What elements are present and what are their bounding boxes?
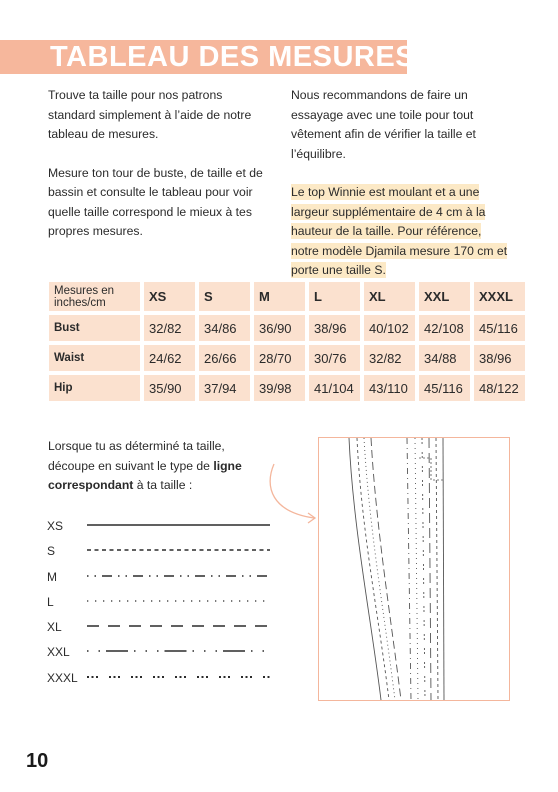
- cut-line-row: [47, 642, 287, 667]
- table-cell: 42/108: [419, 315, 470, 341]
- table-cell: 34/88: [419, 345, 470, 371]
- page-title: TABLEAU DES MESURES: [50, 41, 416, 73]
- dot-dash-long-line-icon: [87, 648, 277, 654]
- table-row: [49, 315, 525, 341]
- size-table: [45, 278, 529, 405]
- size-header: XL: [364, 282, 415, 311]
- table-cell: 35/90: [144, 375, 195, 401]
- size-header: XXXL: [474, 282, 525, 311]
- size-header: XS: [144, 282, 195, 311]
- highlighted-note: Le top Winnie est moulant et a une largeur supplémentaire de 4 cm à la hauteur de la taille. Pour référence, notre modèle Djamila mesure 170 cm et porte une taille S.: [291, 185, 508, 277]
- row-label: Hip: [49, 375, 140, 401]
- cut-line-label: XS: [47, 519, 64, 533]
- table-cell: 39/98: [254, 375, 305, 401]
- table-cell: 38/96: [474, 345, 525, 371]
- right-paragraph-2: [291, 183, 511, 281]
- table-cell: 24/62: [144, 345, 195, 371]
- table-cell: 36/90: [254, 315, 305, 341]
- cut-line-label: L: [47, 594, 54, 609]
- cut-line-row: [47, 567, 287, 592]
- size-header: L: [309, 282, 360, 311]
- size-table-header-label: Mesures en inches/cm: [49, 282, 140, 311]
- cut-line-intro: [48, 437, 268, 496]
- table-cell: 30/76: [309, 345, 360, 371]
- table-cell: 32/82: [364, 345, 415, 371]
- size-header: XXL: [419, 282, 470, 311]
- table-row: [49, 345, 525, 371]
- cut-line-row: [47, 592, 287, 617]
- dot-groups-line-icon: [87, 674, 277, 680]
- cut-line-label: XXL: [47, 645, 70, 660]
- table-cell: 37/94: [199, 375, 250, 401]
- dashed-line-icon: [87, 547, 277, 553]
- left-column: [48, 86, 270, 261]
- cut-line-label: S: [47, 544, 56, 559]
- size-header: M: [254, 282, 305, 311]
- dotted-line-icon: [87, 598, 277, 604]
- table-cell: 43/110: [364, 375, 415, 401]
- cut-line-label: XL: [47, 620, 62, 635]
- table-cell: 32/82: [144, 315, 195, 341]
- cut-line-row: [47, 617, 287, 642]
- table-cell: 45/116: [474, 315, 525, 341]
- cut-line-row: [47, 541, 287, 566]
- cut-line-legend: [47, 516, 287, 693]
- pattern-lines-icon: [319, 438, 509, 700]
- cut-line-row: [47, 516, 287, 541]
- cut-line-intro-end: à ta taille :: [133, 478, 193, 492]
- table-cell: 28/70: [254, 345, 305, 371]
- page-number: 10: [26, 750, 49, 772]
- row-label: Waist: [49, 345, 140, 371]
- size-table-header-row: [49, 282, 525, 311]
- table-cell: 38/96: [309, 315, 360, 341]
- table-cell: 26/66: [199, 345, 250, 371]
- curved-arrow-icon: [262, 462, 322, 527]
- table-cell: 45/116: [419, 375, 470, 401]
- left-paragraph-1: Trouve ta taille pour nos patrons standard simplement à l’aide de notre tableau de mesures.: [48, 88, 252, 141]
- left-paragraph-2: Mesure ton tour de buste, de taille et de bassin et consulte le tableau pour voir quelle taille correspond le mieux à tes propres mesures.: [48, 165, 263, 238]
- row-label: Bust: [49, 315, 140, 341]
- cut-line-intro-bold: ligne correspondant: [48, 458, 242, 492]
- long-dash-line-icon: [87, 623, 277, 629]
- dash-dot-line-icon: [87, 573, 277, 579]
- table-cell: 40/102: [364, 315, 415, 341]
- table-cell: 34/86: [199, 315, 250, 341]
- solid-line-icon: [87, 522, 277, 528]
- right-paragraph-1: Nous recommandons de faire un essayage avec une toile pour tout vêtement afin de vérifier la taille et l’équilibre.: [291, 88, 476, 161]
- size-header: S: [199, 282, 250, 311]
- table-row: [49, 375, 525, 401]
- cut-line-intro-start: Lorsque tu as déterminé ta taille, découpe en suivant le type de: [48, 439, 225, 473]
- table-cell: 48/122: [474, 375, 525, 401]
- cut-line-label: M: [47, 569, 57, 584]
- table-cell: 41/104: [309, 375, 360, 401]
- right-column: [291, 86, 511, 300]
- pattern-illustration: [318, 437, 510, 701]
- cut-line-row: [47, 668, 287, 693]
- cut-line-label: XXXL: [47, 670, 78, 685]
